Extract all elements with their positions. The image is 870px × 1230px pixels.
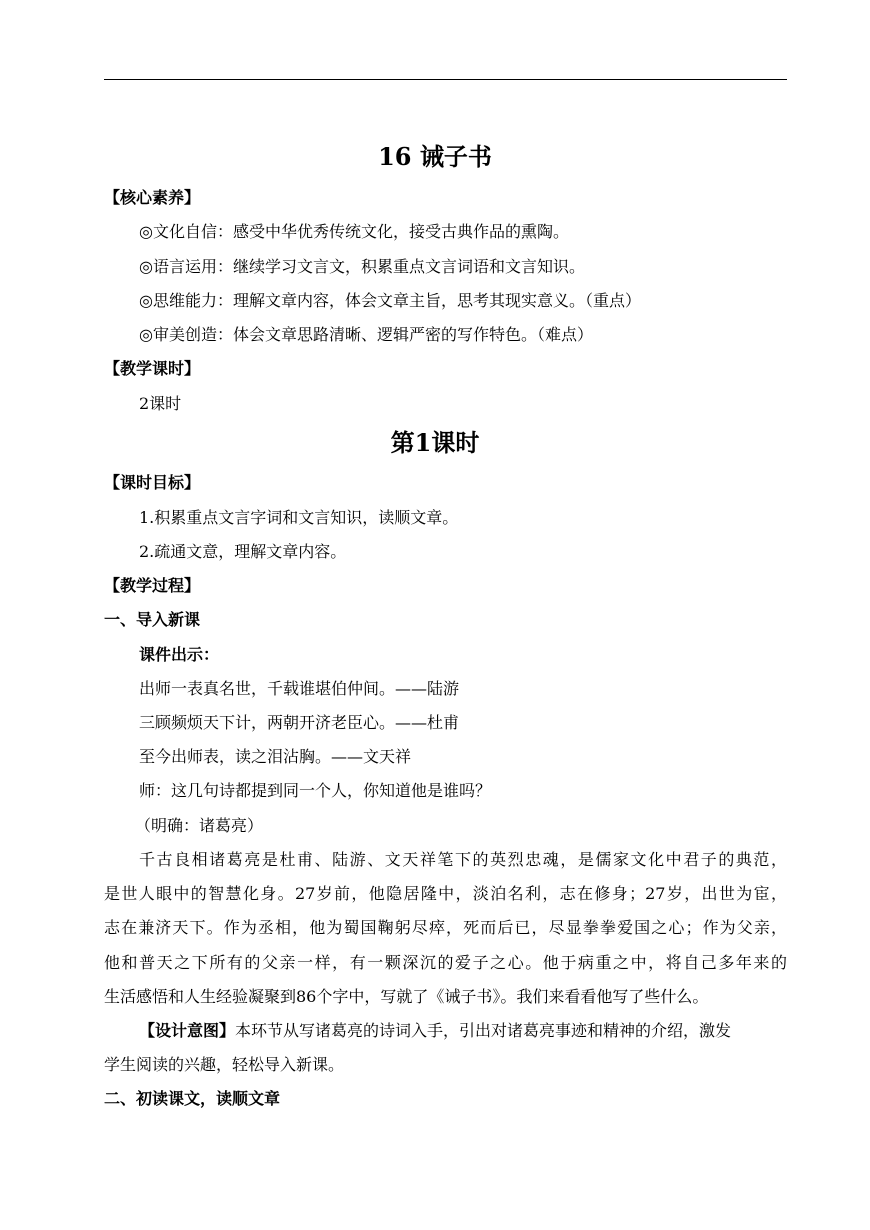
poem-line: 至今出师表，读之泪沾胸。——文天祥	[139, 747, 412, 766]
core-item: ◎思维能力：理解文章内容，体会文章主旨，思考其现实意义。（重点）	[139, 291, 641, 310]
teaching-hours-value: 2课时	[139, 394, 182, 413]
paragraph-line: 是世人眼中的智慧化身。27岁前，他隐居隆中，淡泊名利，志在修身；27岁，出世为宦，	[104, 884, 787, 903]
goal-item: 2.疏通文意，理解文章内容。	[139, 542, 347, 561]
design-intent-line	[139, 1021, 787, 1041]
goal-item: 1.积累重点文言字词和文言知识，读顺文章。	[139, 508, 459, 527]
heading-core-literacy: 【核心素养】	[104, 188, 201, 207]
design-intent-continuation: 学生阅读的兴趣，轻松导入新课。	[104, 1055, 345, 1074]
header-rule	[104, 79, 787, 80]
heading-teaching-hours: 【教学课时】	[104, 359, 201, 378]
heading-lesson-goals: 【课时目标】	[104, 473, 201, 492]
paragraph-line: 千古良相诸葛亮是杜甫、陆游、文天祥笔下的英烈忠魂，是儒家文化中君子的典范，	[139, 850, 787, 869]
heading-teaching-process: 【教学过程】	[104, 576, 201, 595]
design-intent-text: 本环节从写诸葛亮的诗词入手，引出对诸葛亮事迹和精神的介绍，激发	[235, 1021, 732, 1040]
core-item: ◎语言运用：继续学习文言文，积累重点文言词语和文言知识。	[139, 257, 585, 276]
teacher-question: 师：这几句诗都提到同一个人，你知道他是谁吗？	[139, 781, 492, 800]
page-title: 16 诫子书	[378, 142, 492, 171]
paragraph-line: 生活感悟和人生经验凝聚到86个字中，写就了《诫子书》。我们来看看他写了些什么。	[104, 987, 709, 1006]
design-intent-label: 【设计意图】	[139, 1021, 236, 1040]
section-heading-1: 一、导入新课	[104, 610, 201, 629]
core-item: ◎审美创造：体会文章思路清晰、逻辑严密的写作特色。（难点）	[139, 325, 593, 344]
core-item: ◎文化自信：感受中华优秀传统文化，接受古典作品的熏陶。	[139, 222, 569, 241]
lesson-title: 第1课时	[390, 428, 480, 457]
poem-line: 三顾频烦天下计，两朝开济老臣心。——杜甫	[139, 713, 460, 732]
courseware-label: 课件出示：	[139, 645, 220, 664]
poem-line: 出师一表真名世，千载谁堪伯仲间。——陆游	[139, 679, 460, 698]
paragraph-line: 他和普天之下所有的父亲一样，有一颗深沉的爱子之心。他于病重之中，将自己多年来的	[104, 953, 787, 972]
paragraph-line: 志在兼济天下。作为丞相，他为蜀国鞠躬尽瘁，死而后已，尽显拳拳爱国之心；作为父亲，	[104, 918, 787, 937]
section-heading-2: 二、初读课文，读顺文章	[104, 1089, 281, 1108]
answer-note: （明确：诸葛亮）	[135, 816, 264, 835]
